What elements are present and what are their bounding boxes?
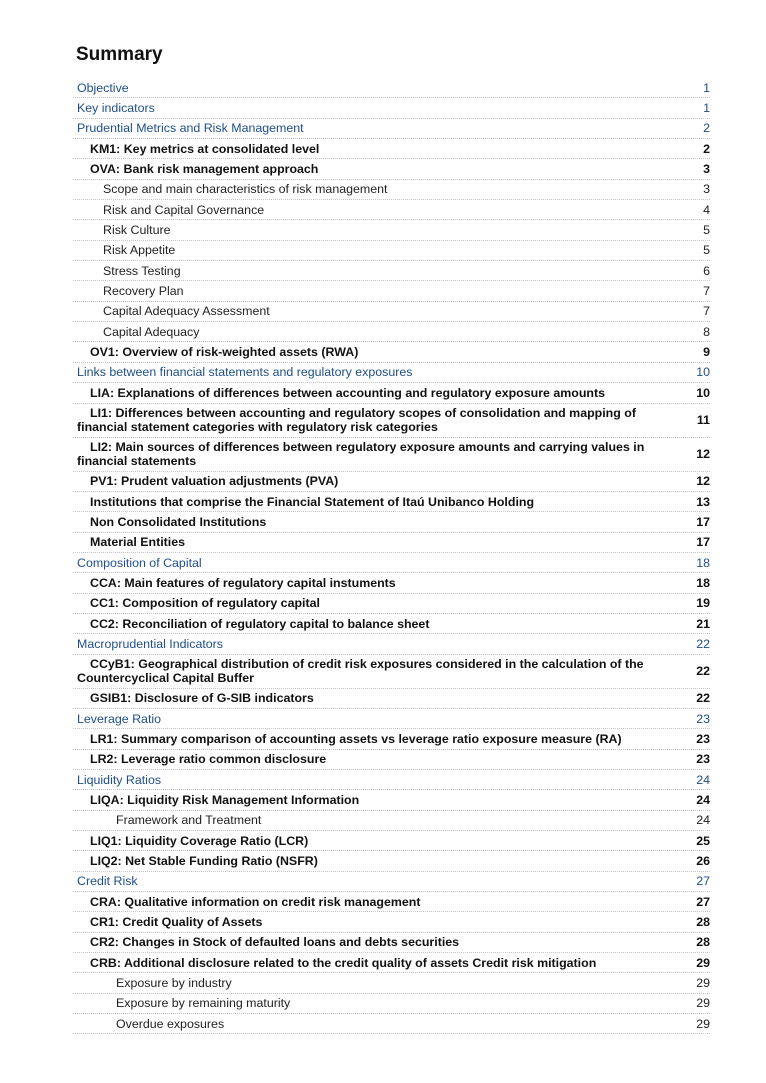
toc-entry-title: Scope and main characteristics of risk management [103, 182, 388, 197]
toc-entry[interactable] [73, 655, 710, 689]
toc-entry[interactable] [73, 533, 710, 553]
toc-entry-title: LIQ1: Liquidity Coverage Ratio (LCR) [90, 833, 309, 848]
toc-entry-page-number: 4 [703, 202, 710, 217]
toc-entry-page-number: 1 [703, 101, 710, 116]
toc-entry-title: Stress Testing [103, 263, 181, 278]
toc-entry[interactable] [73, 220, 710, 240]
toc-entry-title: Risk Appetite [103, 243, 176, 258]
toc-entry[interactable] [73, 200, 710, 220]
toc-entry-page-number: 24 [696, 813, 710, 828]
toc-entry-page-number: 21 [696, 616, 710, 631]
toc-entry-title: LIQ2: Net Stable Funding Ratio (NSFR) [90, 854, 318, 869]
toc-entry[interactable] [73, 98, 710, 118]
toc-entry-title: LIQA: Liquidity Risk Management Information [90, 792, 360, 807]
toc-entry-page-number: 2 [703, 121, 710, 136]
toc-entry[interactable] [73, 553, 710, 573]
toc-entry[interactable] [73, 492, 710, 512]
toc-entry-page-number: 22 [696, 664, 710, 679]
toc-entry-title: OV1: Overview of risk-weighted assets (RWA) [90, 345, 359, 360]
toc-entry-page-number: 10 [696, 385, 710, 400]
toc-entry-title: Prudential Metrics and Risk Management [77, 121, 304, 136]
toc-entry[interactable] [73, 594, 710, 614]
toc-entry[interactable] [73, 302, 710, 322]
toc-entry-page-number: 24 [696, 792, 710, 807]
toc-entry-page-number: 7 [703, 304, 710, 319]
toc-entry-page-number: 12 [696, 474, 710, 489]
toc-entry[interactable] [73, 709, 710, 729]
toc-entry-page-number: 9 [703, 345, 710, 360]
toc-entry-page-number: 29 [696, 976, 710, 991]
toc-entry[interactable] [73, 689, 710, 709]
toc-entry-page-number: 18 [696, 575, 710, 590]
toc-entry-page-number: 18 [696, 555, 710, 570]
toc-entry-page-number: 27 [696, 894, 710, 909]
toc-entry-title: Risk Culture [103, 223, 171, 238]
toc-entry[interactable] [73, 851, 710, 871]
toc-entry[interactable] [73, 790, 710, 810]
toc-entry-page-number: 12 [696, 447, 710, 461]
toc-entry-title: CRB: Additional disclosure related to the credit quality of assets Credit risk mitigation [90, 955, 597, 970]
toc-entry[interactable] [73, 139, 710, 159]
toc-entry-title: GSIB1: Disclosure of G-SIB indicators [90, 691, 314, 706]
toc-entry-title: LR1: Summary comparison of accounting assets vs leverage ratio exposure measure (RA) [90, 731, 622, 746]
toc-entry[interactable] [73, 770, 710, 790]
toc-entry-page-number: 23 [696, 731, 710, 746]
toc-entry[interactable] [73, 322, 710, 342]
toc-entry-page-number: 5 [703, 223, 710, 238]
toc-entry-page-number: 22 [696, 691, 710, 706]
toc-entry[interactable] [73, 241, 710, 261]
toc-entry-page-number: 24 [696, 772, 710, 787]
toc-entry-title: Objective [77, 80, 129, 95]
toc-entry-page-number: 17 [696, 514, 710, 529]
toc-entry[interactable] [73, 438, 710, 472]
toc-entry-title: Recovery Plan [103, 284, 184, 299]
toc-entry-page-number: 1 [703, 80, 710, 95]
toc-entry[interactable] [73, 383, 710, 403]
toc-entry-page-number: 5 [703, 243, 710, 258]
toc-entry-title: Liquidity Ratios [77, 772, 162, 787]
toc-entry-title: Material Entities [90, 535, 186, 550]
toc-entry-title: Macroprudential Indicators [77, 636, 224, 651]
toc-entry-page-number: 11 [696, 413, 710, 427]
toc-entry[interactable] [73, 342, 710, 362]
toc-entry-page-number: 29 [696, 1016, 710, 1031]
toc-entry[interactable] [73, 811, 710, 831]
toc-entry-title: Key indicators [77, 101, 155, 116]
toc-entry-page-number: 3 [703, 182, 710, 197]
toc-entry-title: CCyB1: Geographical distribution of credit risk exposures considered in the calculation of the Countercyclical Capital Buffer [77, 657, 644, 686]
toc-entry-page-number: 8 [703, 324, 710, 339]
toc-entry-title: CCA: Main features of regulatory capital instuments [90, 575, 396, 590]
toc-entry-page-number: 19 [696, 596, 710, 611]
toc-entry[interactable] [73, 404, 710, 438]
toc-entry[interactable] [73, 912, 710, 932]
toc-entry[interactable] [73, 159, 710, 179]
toc-entry-page-number: 6 [703, 263, 710, 278]
toc-entry[interactable] [73, 261, 710, 281]
toc-entry-title: CR1: Credit Quality of Assets [90, 915, 263, 930]
toc-entry-title: Links between financial statements and regulatory exposures [77, 365, 413, 380]
toc-entry-title: Capital Adequacy Assessment [103, 304, 270, 319]
toc-entry-page-number: 13 [696, 494, 710, 509]
toc-entry-title: Leverage Ratio [77, 711, 162, 726]
toc-entry[interactable] [73, 994, 710, 1014]
toc-entry[interactable] [73, 363, 710, 383]
page-title: Summary [76, 44, 163, 65]
toc-entry-title: CR2: Changes in Stock of defaulted loans and debts securities [90, 935, 460, 950]
toc-entry[interactable] [73, 973, 710, 993]
toc-entry-title: LI1: Differences between accounting and regulatory scopes of consolidation and mapping of financial statement categories with regulatory risk categories [77, 406, 636, 434]
toc-entry-page-number: 17 [696, 535, 710, 550]
toc-entry-page-number: 10 [696, 365, 710, 380]
toc-entry-page-number: 22 [696, 636, 710, 651]
toc-entry-title: CC2: Reconciliation of regulatory capital to balance sheet [90, 616, 430, 631]
toc-entry[interactable] [73, 472, 710, 492]
toc-entry[interactable] [73, 281, 710, 301]
toc-entry[interactable] [73, 78, 710, 98]
toc-entry[interactable] [73, 573, 710, 593]
toc-entry-page-number: 29 [696, 955, 710, 970]
toc-entry-page-number: 28 [696, 935, 710, 950]
toc-entry[interactable] [73, 729, 710, 749]
toc-entry[interactable] [73, 512, 710, 532]
toc-entry-title: LIA: Explanations of differences between accounting and regulatory exposure amounts [90, 385, 605, 400]
toc-entry[interactable] [73, 872, 710, 892]
toc-entry-title: Institutions that comprise the Financial Statement of Itaú Unibanco Holding [90, 494, 535, 509]
toc-entry-title: Exposure by remaining maturity [116, 996, 291, 1011]
toc-entry-title: LR2: Leverage ratio common disclosure [90, 752, 327, 767]
toc-entry-title: Framework and Treatment [116, 813, 262, 828]
toc-entry-page-number: 29 [696, 996, 710, 1011]
toc-entry-title: OVA: Bank risk management approach [90, 162, 319, 177]
toc-entry-title: Composition of Capital [77, 555, 202, 570]
toc-entry-title: Overdue exposures [116, 1016, 225, 1031]
toc-entry-page-number: 2 [703, 141, 710, 156]
toc-entry-page-number: 26 [696, 854, 710, 869]
toc-entry-title: Risk and Capital Governance [103, 202, 265, 217]
toc-entry-page-number: 7 [703, 284, 710, 299]
toc-entry[interactable] [73, 933, 710, 953]
toc-entry-title: KM1: Key metrics at consolidated level [90, 141, 320, 156]
toc-entry-title: PV1: Prudent valuation adjustments (PVA) [90, 474, 339, 489]
toc-entry[interactable] [73, 750, 710, 770]
toc-entry[interactable] [73, 634, 710, 654]
toc-entry-page-number: 25 [696, 833, 710, 848]
toc-entry-title: CC1: Composition of regulatory capital [90, 596, 320, 611]
toc-entry[interactable] [73, 614, 710, 634]
toc-entry[interactable] [73, 180, 710, 200]
table-of-contents [73, 78, 710, 1034]
toc-entry-page-number: 28 [696, 915, 710, 930]
toc-entry[interactable] [73, 892, 710, 912]
toc-entry-title: Credit Risk [77, 874, 138, 889]
toc-entry[interactable] [73, 831, 710, 851]
toc-entry[interactable] [73, 1014, 710, 1034]
toc-entry-title: LI2: Main sources of differences between regulatory exposure amounts and carrying values in financial statements [77, 440, 645, 468]
toc-entry[interactable] [73, 953, 710, 973]
toc-entry-page-number: 23 [696, 752, 710, 767]
toc-entry-title: Capital Adequacy [103, 324, 200, 339]
toc-entry-page-number: 27 [696, 874, 710, 889]
toc-entry-page-number: 3 [703, 162, 710, 177]
toc-entry-page-number: 23 [696, 711, 710, 726]
toc-entry[interactable] [73, 119, 710, 139]
toc-entry-title: Exposure by industry [116, 976, 232, 991]
toc-entry-title: Non Consolidated Institutions [90, 514, 267, 529]
toc-entry-title: CRA: Qualitative information on credit risk management [90, 894, 421, 909]
